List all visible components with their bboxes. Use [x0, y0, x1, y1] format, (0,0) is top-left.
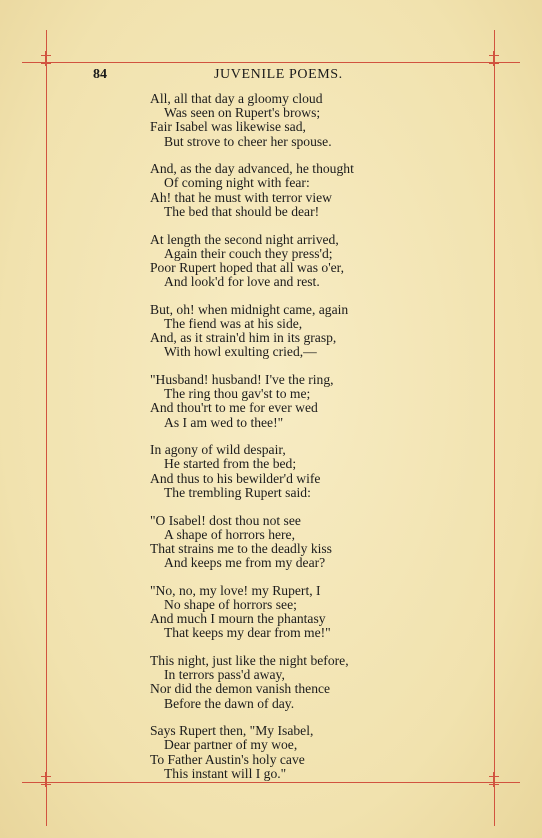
poem-line: And, as it strain'd him in its grasp,	[150, 330, 337, 346]
poem-line: And much I mourn the phantasy	[150, 611, 326, 627]
corner-ornament-bottom-left	[41, 776, 51, 785]
poem-line: "O Isabel! dost thou not see	[150, 512, 301, 528]
poem-line: The fiend was at his side,	[164, 315, 303, 331]
poem-line: Was seen on Rupert's brows;	[164, 105, 321, 121]
poem-line: The ring thou gav'st to me;	[164, 386, 311, 402]
poem-line: Fair Isabel was likewise sad,	[150, 119, 306, 135]
poem-line: The trembling Rupert said:	[164, 484, 311, 500]
poem-line: This night, just like the night before,	[150, 653, 349, 668]
page-number: 84	[93, 67, 107, 82]
stanza	[150, 514, 450, 571]
corner-ornament-top-left	[41, 55, 51, 64]
poem-line: With howl exulting cried,—	[164, 344, 317, 360]
running-title: JUVENILE POEMS.	[214, 67, 343, 82]
corner-ornament-top-right	[489, 55, 499, 64]
stanza	[150, 443, 450, 500]
poem-line: All, all that day a gloomy cloud	[150, 91, 323, 106]
poem-line: Dear partner of my woe,	[164, 737, 298, 753]
poem-line: In agony of wild despair,	[150, 442, 286, 458]
poem-line: This instant will I go."	[164, 765, 287, 781]
poem-line: At length the second night arrived,	[150, 231, 339, 247]
poem-line: Poor Rupert hoped that all was o'er,	[150, 259, 345, 275]
poem-line: But strove to cheer her spouse.	[164, 133, 332, 149]
poem-line: The bed that should be dear!	[164, 203, 320, 219]
poem-line: He started from the bed;	[164, 456, 297, 472]
poem-line: No shape of horrors see;	[164, 596, 297, 612]
poem-line: And look'd for love and rest.	[164, 274, 320, 290]
poem-line: Of coming night with fear:	[164, 175, 310, 191]
poem-line: But, oh! when midnight came, again	[150, 301, 349, 317]
poem-line: Nor did the demon vanish thence	[150, 681, 331, 697]
stanza	[150, 92, 450, 149]
stanza	[150, 724, 450, 781]
corner-ornament-bottom-right	[489, 776, 499, 785]
poem-line: And thou'rt to me for ever wed	[150, 400, 318, 416]
poem-line: In terrors pass'd away,	[164, 667, 285, 683]
poem-line: And, as the day advanced, he thought	[150, 161, 354, 177]
poem-line: Says Rupert then, "My Isabel,	[150, 723, 314, 739]
poem-body	[150, 92, 450, 795]
poem-line: Ah! that he must with terror view	[150, 189, 332, 205]
top-rule	[22, 62, 520, 63]
stanza	[150, 584, 450, 641]
poem-line: As I am wed to thee!"	[164, 414, 284, 430]
poem-line: "Husband! husband! I've the ring,	[150, 372, 334, 387]
poem-line: A shape of horrors here,	[164, 526, 295, 542]
poem-line: That keeps my dear from me!"	[164, 625, 331, 641]
right-rule	[494, 30, 495, 826]
poem-line: Before the dawn of day.	[164, 695, 295, 711]
poem-line: Again their couch they press'd;	[164, 245, 333, 261]
poem-line: "No, no, my love! my Rupert, I	[150, 582, 321, 598]
stanza	[150, 654, 450, 711]
stanza	[150, 233, 450, 290]
poem-line: To Father Austin's holy cave	[150, 751, 305, 767]
poem-line: And thus to his bewilder'd wife	[150, 470, 321, 486]
poem-line: And keeps me from my dear?	[164, 555, 326, 571]
stanza	[150, 162, 450, 219]
poem-line: That strains me to the deadly kiss	[150, 540, 332, 556]
stanza	[150, 373, 450, 430]
left-rule	[46, 30, 47, 826]
stanza	[150, 303, 450, 360]
